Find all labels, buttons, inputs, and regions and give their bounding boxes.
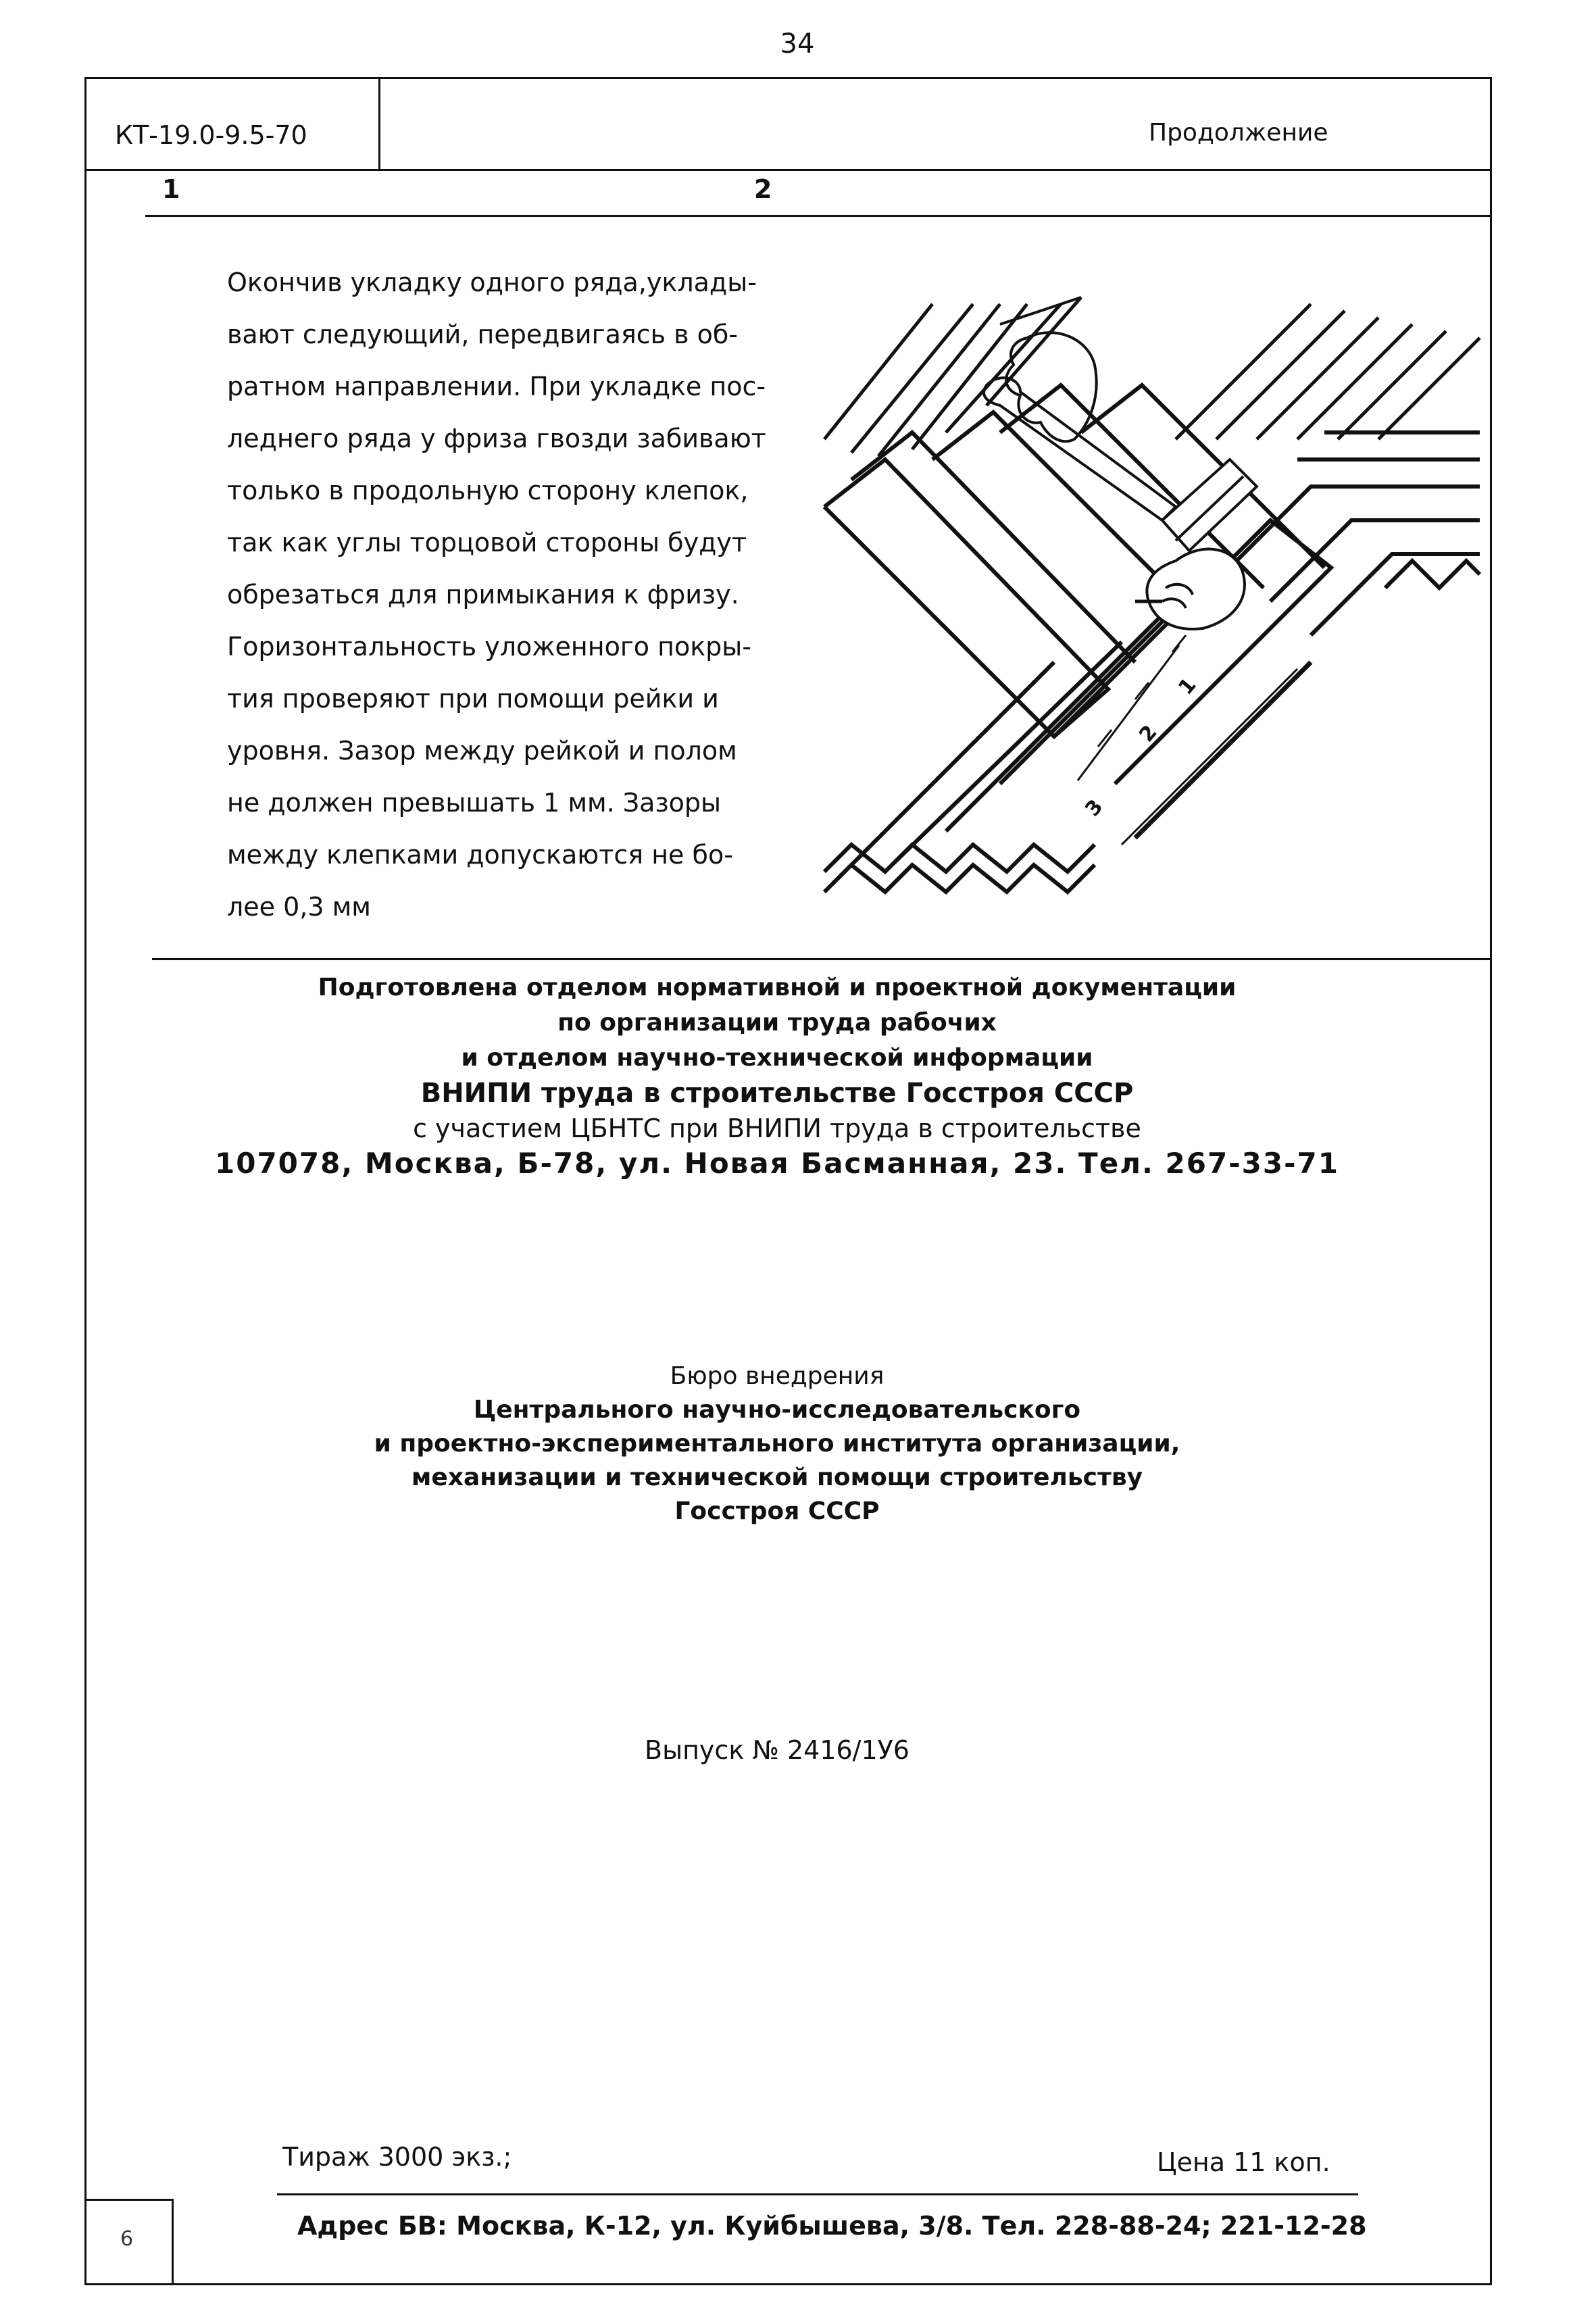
parquet-laying-illustration — [797, 284, 1492, 905]
instruction-text — [227, 257, 822, 933]
section-rule — [152, 958, 1492, 960]
corner-mark: 6 — [120, 2227, 134, 2251]
bureau-line: Центрального научно-исследовательского — [473, 1396, 1081, 1424]
header-divider — [378, 77, 380, 169]
bureau-line: и проектно-экспериментального института организации, — [374, 1430, 1180, 1458]
text-line: Окончив укладку одного ряда,уклады- — [227, 268, 757, 297]
prepared-by-line: и отделом научно-технической информации — [461, 1044, 1093, 1072]
hand-with-nail — [1135, 549, 1245, 629]
label-2: 2 — [1134, 720, 1162, 747]
text-line: не должен превышать 1 мм. Зазоры — [227, 788, 722, 818]
publisher-address: 107078, Москва, Б-78, ул. Новая Басманная, 23. Тел. 267-33-71 — [215, 1147, 1339, 1180]
page-number: 34 — [780, 28, 815, 59]
footer-rule — [277, 2193, 1358, 2195]
text-line: леднего ряда у фриза гвозди забивают — [227, 424, 766, 453]
issue-number: Выпуск № 2416/1У6 — [645, 1735, 909, 1765]
price: Цена 11 коп. — [1157, 2147, 1330, 2177]
prepared-by-line: ВНИПИ труда в строительстве Госстроя СССР — [420, 1078, 1134, 1109]
text-line: тия проверяют при помощи рейки и — [227, 684, 719, 714]
text-line: лее 0,3 мм — [227, 892, 371, 922]
continuation-label: Продолжение — [1149, 119, 1328, 147]
header-rule — [84, 169, 1492, 171]
bureau-title: Бюро внедрения — [670, 1362, 884, 1390]
column-1-number: 1 — [162, 174, 180, 204]
text-line: между клепками допускаются не бо- — [227, 840, 733, 870]
text-line: обрезаться для примыкания к фризу. — [227, 580, 739, 609]
hand-with-hammer — [984, 297, 1257, 551]
parquet-rows — [824, 385, 1480, 892]
bureau-line: механизации и технической помощи строительству — [411, 1464, 1143, 1491]
label-3: 3 — [1080, 795, 1108, 822]
text-line: только в продольную сторону клепок, — [227, 476, 749, 505]
prepared-by-line: по организации труда рабочих — [557, 1009, 997, 1037]
text-line: уровня. Зазор между рейкой и полом — [227, 736, 737, 766]
prepared-by-line: с участием ЦБНТС при ВНИПИ труда в строительстве — [413, 1114, 1141, 1143]
text-line: вают следующий, передвигаясь в об- — [227, 320, 738, 349]
bureau-block — [203, 1360, 1351, 1528]
text-line: ратном направлении. При укладке пос- — [227, 372, 766, 401]
bureau-address: Адрес БВ: Москва, К-12, ул. Куйбышева, 3/8. Тел. 228-88-24; 221-12-28 — [297, 2211, 1367, 2241]
text-line: Горизонтальность уложенного покры- — [227, 632, 751, 662]
column-header-rule — [145, 215, 1492, 217]
text-line: так как углы торцовой стороны будут — [227, 528, 747, 557]
prepared-by-block — [203, 970, 1351, 1181]
bureau-line: Госстроя СССР — [674, 1497, 880, 1525]
column-2-number: 2 — [754, 174, 772, 204]
prepared-by-line: Подготовлена отделом нормативной и проектной документации — [318, 974, 1237, 1001]
document-code: КТ-19.0-9.5-70 — [115, 120, 307, 150]
circulation: Тираж 3000 экз.; — [282, 2142, 512, 2172]
label-1: 1 — [1174, 673, 1201, 700]
